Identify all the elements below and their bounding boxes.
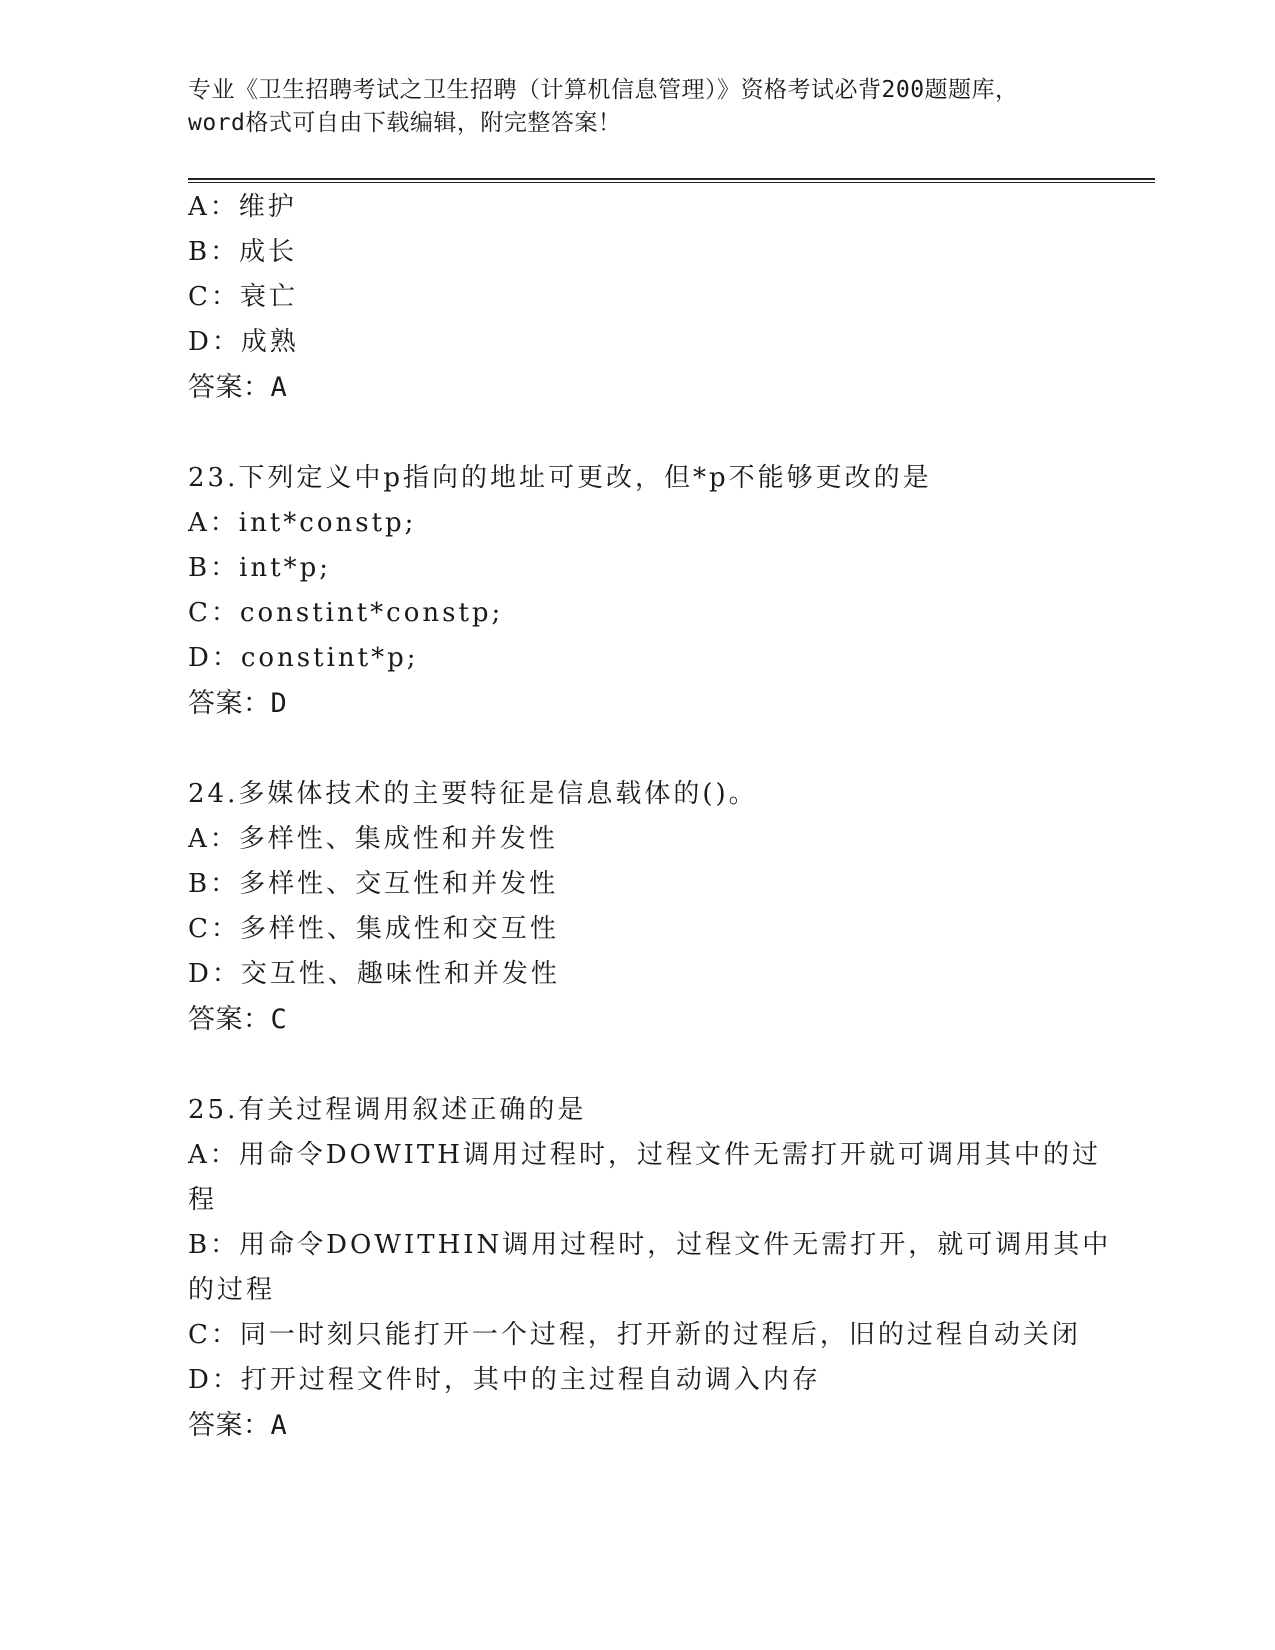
option-b-line-2: 的过程 xyxy=(188,1275,276,1305)
option-d: D：交互性、趣味性和并发性 xyxy=(188,959,560,989)
option-a-line-2: 程 xyxy=(188,1185,218,1215)
header-divider xyxy=(188,178,1155,183)
question-text: 24.多媒体技术的主要特征是信息载体的()。 xyxy=(188,779,758,809)
option-b: B：多样性、交互性和并发性 xyxy=(188,869,559,899)
document-header xyxy=(188,74,1088,140)
question-text: 25.有关过程调用叙述正确的是 xyxy=(188,1095,587,1125)
option-d: D：成熟 xyxy=(188,327,299,357)
option-a: A：维护 xyxy=(188,192,297,222)
option-b-line-1: B：用命令DOWITHIN调用过程时，过程文件无需打开，就可调用其中 xyxy=(188,1230,1112,1260)
header-line-2: word格式可自由下载编辑，附完整答案！ xyxy=(188,110,622,136)
option-c: C：多样性、集成性和交互性 xyxy=(188,914,559,944)
option-c: C：同一时刻只能打开一个过程，打开新的过程后，旧的过程自动关闭 xyxy=(188,1320,1081,1350)
header-line-1: 专业《卫生招聘考试之卫生招聘（计算机信息管理）》资格考试必背200题题库， xyxy=(188,77,1019,103)
option-a: A：多样性、集成性和并发性 xyxy=(188,824,558,854)
answer-line: 答案：A xyxy=(188,372,288,403)
answer-line: 答案：C xyxy=(188,1004,288,1035)
question-text: 23.下列定义中p指向的地址可更改，但*p不能够更改的是 xyxy=(188,463,932,493)
option-d: D：打开过程文件时，其中的主过程自动调入内存 xyxy=(188,1365,821,1395)
option-a: A：int*constp; xyxy=(188,508,417,538)
option-d: D：constint*p; xyxy=(188,643,419,673)
answer-line: 答案：D xyxy=(188,688,288,719)
option-c: C：constint*constp; xyxy=(188,598,504,628)
option-c: C：衰亡 xyxy=(188,282,298,312)
answer-line: 答案：A xyxy=(188,1410,288,1441)
option-a-line-1: A：用命令DOWITH调用过程时，过程文件无需打开就可调用其中的过 xyxy=(188,1140,1101,1170)
option-b: B：int*p; xyxy=(188,553,332,583)
option-b: B：成长 xyxy=(188,237,298,267)
